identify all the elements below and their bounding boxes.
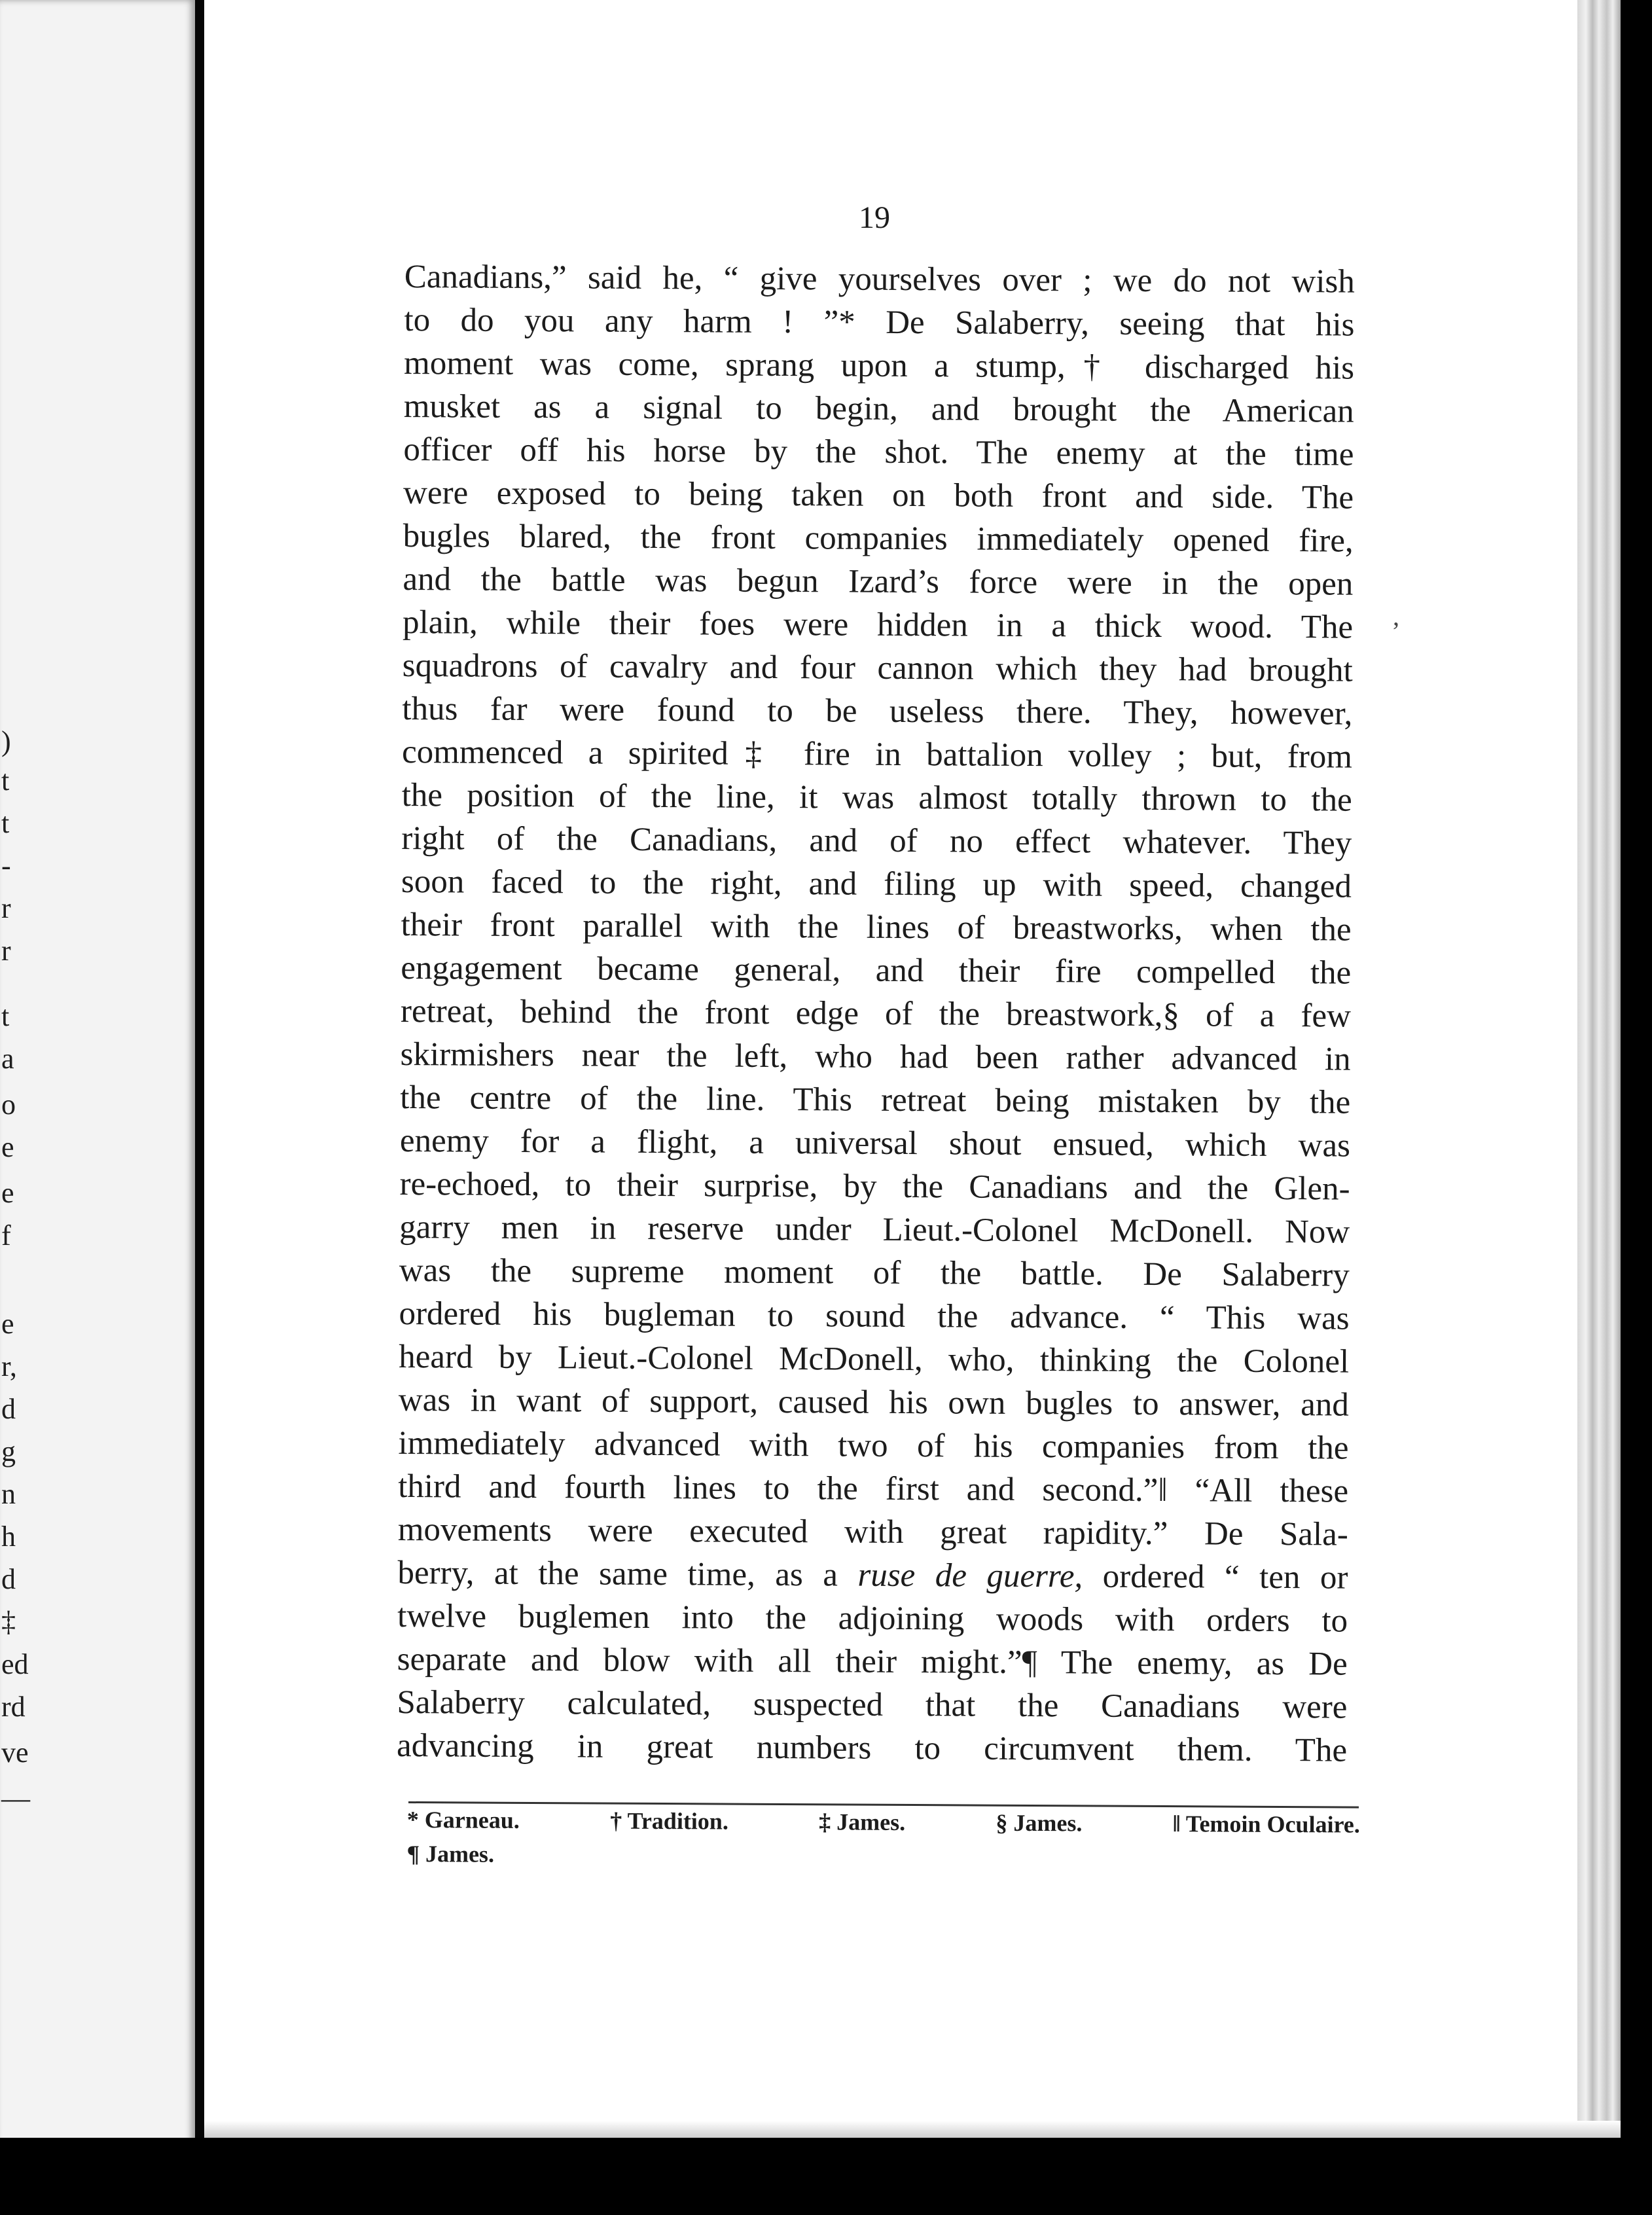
left-page-margin-fragments xyxy=(0,0,195,2215)
margin-fragment: o xyxy=(1,1089,16,1121)
footnote: § James. xyxy=(996,1809,1083,1837)
margin-fragment: t xyxy=(1,765,10,797)
text-line: bugles blared, the front companies immediately opened fire, xyxy=(403,517,1354,560)
margin-fragment: - xyxy=(1,850,11,882)
footnote-row xyxy=(406,1837,1359,1876)
text-line: commenced a spirited‡ fire in battalion volley ; but, from xyxy=(401,733,1353,776)
margin-fragment: ) xyxy=(1,725,11,757)
footnote-row xyxy=(407,1803,1360,1842)
margin-fragment: a xyxy=(1,1043,14,1075)
text-line: was the supreme moment of the battle. De Salaberry xyxy=(399,1252,1350,1294)
text-line: were exposed to being taken on both front and side. The xyxy=(403,474,1354,516)
text-line: musket as a signal to begin, and brought the American xyxy=(403,387,1354,430)
text-line: re-echoed, to their surprise, by the Canadians and the Glen- xyxy=(399,1165,1350,1208)
footnote: ‡ James. xyxy=(819,1809,906,1835)
text-line: their front parallel with the lines of breastworks, when the xyxy=(401,906,1352,948)
text-line: retreat, behind the front edge of the breastwork,§ of a few xyxy=(400,992,1352,1035)
text-line: movements were executed with great rapidity.” De Sala- xyxy=(397,1511,1348,1553)
text-line: Salaberry calculated, suspected that the Canadians were xyxy=(397,1684,1348,1726)
margin-fragment: d xyxy=(1,1563,16,1595)
text-line: and the battle was begun Izard’s force were in the open xyxy=(403,560,1354,603)
text-line: third and fourth lines to the first and second.”‖ “All these xyxy=(398,1468,1349,1510)
margin-fragment: ed xyxy=(1,1648,29,1680)
line-lead: berry, at the same time, as a xyxy=(397,1554,858,1594)
stray-mark: , xyxy=(1393,602,1399,631)
text-line: thus far were found to be useless there. They, however, xyxy=(402,690,1353,732)
text-line: enemy for a flight, a universal shout ensued, which was xyxy=(399,1122,1351,1164)
page-number: 19 xyxy=(859,200,890,235)
margin-fragment: t xyxy=(1,807,10,839)
margin-fragment: h xyxy=(1,1521,16,1553)
margin-fragment: n xyxy=(1,1478,16,1510)
text-line: plain, while their foes were hidden in a thick wood. The xyxy=(402,603,1354,646)
footnote: * Garneau. xyxy=(406,1807,520,1833)
text-line: moment was come, sprang upon a stump,† discharged his xyxy=(403,344,1355,387)
text-line: Canadians,” said he, “ give yourselves over ; we do not wish xyxy=(404,258,1355,300)
page-edge-stack xyxy=(1577,0,1621,2215)
body-text xyxy=(397,255,1355,1773)
text-line: engagement became general, and their fire compelled the xyxy=(401,949,1352,992)
book-gutter xyxy=(195,0,204,2215)
scan-border-bottom xyxy=(0,2138,1652,2215)
margin-fragment: ‡ xyxy=(1,1606,16,1638)
text-line: the position of the line, it was almost totally thrown to the xyxy=(401,776,1352,819)
text-line: separate and blow with all their might.”¶ The enemy, as De xyxy=(397,1640,1348,1683)
text-line: officer off his horse by the shot. The enemy at the time xyxy=(403,431,1354,473)
text-line: advancing in great numbers to circumvent them. The xyxy=(396,1727,1348,1769)
text-line: to do you any harm ! ”* De Salaberry, seeing that his xyxy=(404,301,1355,344)
margin-fragment: g xyxy=(1,1435,16,1468)
text-line: twelve buglemen into the adjoining woods with orders to xyxy=(397,1597,1348,1640)
margin-fragment: e xyxy=(1,1131,14,1163)
margin-fragment: r xyxy=(1,935,11,967)
margin-fragment: t xyxy=(1,1000,10,1032)
line-tail: ordered “ ten or xyxy=(1083,1558,1348,1596)
text-line-with-italic xyxy=(397,1551,1348,1600)
margin-fragment: r xyxy=(1,892,11,924)
text-line: garry men in reserve under Lieut.-Colonel McDonell. Now xyxy=(399,1208,1350,1251)
text-line: the centre of the line. This retreat being mistaken by the xyxy=(400,1079,1351,1121)
margin-fragment: — xyxy=(1,1782,30,1814)
text-line: heard by Lieut.-Colonel McDonell, who, thinking the Colonel xyxy=(399,1338,1350,1380)
text-line: ordered his bugleman to sound the advance. “ This was xyxy=(399,1295,1350,1337)
italic-phrase: ruse de guerre, xyxy=(857,1557,1083,1595)
text-line: soon faced to the right, and filing up with speed, changed xyxy=(401,863,1352,905)
text-line: right of the Canadians, and of no effect whatever. They xyxy=(401,819,1352,862)
text-line: immediately advanced with two of his companies from the xyxy=(398,1424,1349,1467)
margin-fragment: e xyxy=(1,1177,14,1209)
text-line: squadrons of cavalry and four cannon which they had brought xyxy=(402,647,1353,689)
text-line: was in want of support, caused his own bugles to answer, and xyxy=(398,1381,1349,1424)
footnotes xyxy=(406,1803,1360,1876)
text-line: skirmishers near the left, who had been rather advanced in xyxy=(400,1035,1351,1078)
page-bottom-shadow xyxy=(204,2121,1621,2138)
margin-fragment: rd xyxy=(1,1691,26,1723)
footnote: ‖ Temoin Oculaire. xyxy=(1172,1810,1360,1838)
margin-fragment: r, xyxy=(1,1350,17,1382)
margin-fragment: ve xyxy=(1,1737,29,1769)
footnote: † Tradition. xyxy=(610,1807,728,1835)
margin-fragment: e xyxy=(1,1308,14,1340)
left-page xyxy=(0,0,195,2215)
margin-fragment: f xyxy=(1,1219,11,1252)
footnote: ¶ James. xyxy=(406,1840,495,1867)
margin-fragment: d xyxy=(1,1393,16,1425)
